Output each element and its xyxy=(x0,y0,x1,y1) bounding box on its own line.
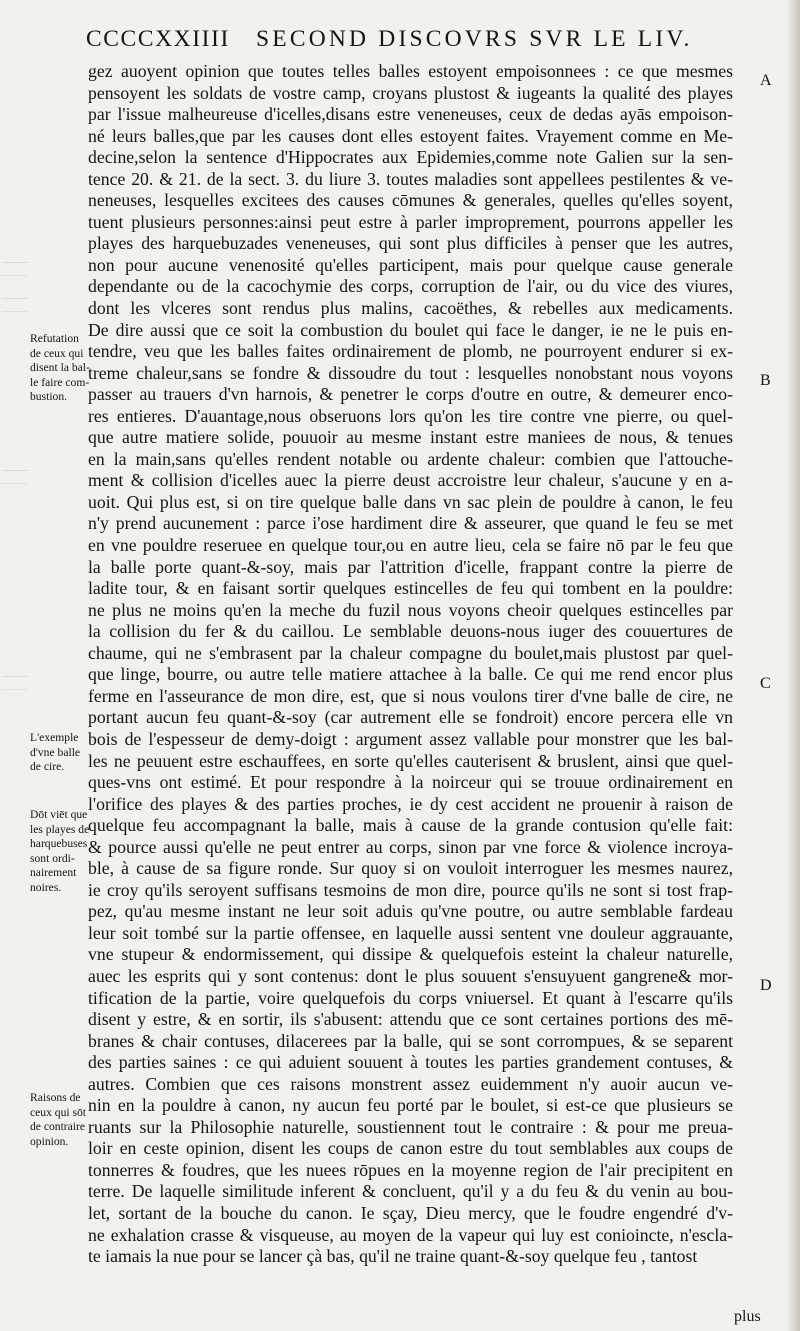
text-line: res entieres. D'auantage,nous obseruons lors qu'on les tire contre vne pierre, ou quel- xyxy=(88,405,733,426)
bleed-through-mark xyxy=(2,298,28,312)
side-note-line: Refutation xyxy=(30,332,79,345)
text-line: let, sortant de la bouche du canon. Ie sçay, Dieu mercy, que le foudre engendré d'v- xyxy=(88,1202,733,1223)
text-line: en vne pouldre reseruee en quelque tour,ou en autre lieu, cela se faire nō par le feu que xyxy=(88,535,733,556)
text-line: auec les esprits qui y sont contenus: dont le plus souuent s'ensuyuent gangrene& mor- xyxy=(88,965,733,986)
text-line: uoit. Qui plus est, si on tire quelque balle dans vn sac plein de pouldre à canon, le feu xyxy=(88,491,733,512)
side-note-line: le faire com- xyxy=(30,375,90,389)
bleed-through-mark xyxy=(2,470,28,484)
side-note-line: les playes de xyxy=(30,822,90,836)
side-note-wax-ball xyxy=(30,731,94,775)
side-note-line: disent la bal- xyxy=(30,361,90,375)
side-note-line: harquebuses xyxy=(30,837,88,851)
text-line: des parties saines : ce qui aduient souuent à toutes les parties grandement contuses, & xyxy=(88,1052,733,1073)
text-line: tonnerres & foudres, que les nuees rōpues en la moyenne region de l'air precipitent en xyxy=(88,1159,733,1180)
text-line: pensoyent les soldats de vostre camp, croyans plustost & iugeants la qualité des playes xyxy=(88,82,733,103)
side-note-line: Raisons de xyxy=(30,1091,81,1104)
text-line: portant aucun feu quant-&-soy (car autrement elle se fondroit) encore percera elle vn xyxy=(88,707,733,728)
bleed-through-mark xyxy=(2,676,28,690)
margin-letter-d: D xyxy=(760,977,772,994)
side-note-line: bustion. xyxy=(30,390,68,404)
text-line: ne exhalation crasse & visqueuse, au moyen de la vapeur qui luy est conioincte, n'escla- xyxy=(88,1224,733,1245)
side-note-line: sont ordi- xyxy=(30,851,75,865)
text-line: dependante ou de la cacochymie des corps, corruption de l'air, ou du vice des viures, xyxy=(88,276,733,297)
text-line: pez, qu'au mesme instant ne leur soit aduis qu'vne poutre, ou autre semblable fardeau xyxy=(88,901,733,922)
text-line: en la main,sans qu'elles rendent notable ou ardente chaleur: combien que l'attouche- xyxy=(88,448,733,469)
text-line: ne plus ne moins qu'en la meche du fuzil nous voyons cheoir quelques estincelles par xyxy=(88,599,733,620)
side-note-black-wounds xyxy=(30,808,94,896)
side-note-line: nairement xyxy=(30,866,77,880)
text-line: tendre, veu que les balles faites ordinairement de plomb, ne pourroyent endurer si ex- xyxy=(88,341,733,362)
side-note-contrary-opinion xyxy=(30,1091,94,1149)
main-text-block xyxy=(88,61,733,1268)
text-line: les ne peuuent estre eschauffees, en sorte qu'elles cauterisent & bruslent, ainsi que quel- xyxy=(88,750,733,771)
text-line: te iamais la nue pour se lancer çà bas, qu'il ne traine quant-&-soy quelque feu , tantost xyxy=(88,1246,698,1267)
text-line: tuent plusieurs personnes:ainsi peut estre à parler improprement, pourrons appeller les xyxy=(88,211,733,232)
text-line: ie croy qu'ils seroyent suffisans tesmoins de mon dire, pource qu'ils ne sont si tost frap- xyxy=(88,879,733,900)
side-note-line: d'vne balle xyxy=(30,745,81,759)
side-note-line: noires. xyxy=(30,880,62,894)
text-line: né leurs balles,que par les causes dont elles estoyent faites. Vrayement comme en Me- xyxy=(88,125,733,146)
catchword: plus xyxy=(734,1308,761,1325)
margin-letter-b: B xyxy=(760,372,771,389)
page-edge-shadow xyxy=(786,0,800,1331)
text-line: leur soit tombé sur la partie offensee, en laquelle aussi sentent vne douleur aggrauante, xyxy=(88,922,733,943)
text-line: disent y estre, & en sortir, ils s'abusent: attendu que ce sont certaines portions des mē- xyxy=(88,1009,733,1030)
text-line: par l'issue malheureuse d'icelles,disans estre veneneuses, ceux de dedas ayās empoison- xyxy=(88,104,733,125)
text-line: tification de la partie, voire quelquefois du corps vniuersel. Et quant à l'escarre qu'ils xyxy=(88,987,733,1008)
text-line: passer au trauers d'vn harnois, & penetrer le corps d'outre en outre, & demeurer enco- xyxy=(88,384,733,405)
text-line: De dire aussi que ce soit la combustion du boulet qui face le danger, ie ne le puis en- xyxy=(88,319,733,340)
text-line: gez auoyent opinion que toutes telles balles estoyent empoisonnees : ce que mesmes xyxy=(88,61,733,81)
text-line: chaume, qui ne s'embrasent par la chaleur compagne du boulet,mais plustost par quel- xyxy=(88,642,733,663)
text-line: n'y prend aucunement : parce i'ose hardiment dire & asseurer, que quand le feu se met xyxy=(88,513,733,534)
side-note-line: L'exemple xyxy=(30,731,79,744)
side-note-line: opinion. xyxy=(30,1134,69,1148)
text-line: branes & chair contuses, dilacerees par la balle, qui se sont corrompues, & se separent xyxy=(88,1030,733,1051)
text-line: terre. De laquelle similitude inferent & concluent, qu'il y a du feu & du venin au bou- xyxy=(88,1181,733,1202)
folio-number: CCCCXXIIII xyxy=(86,26,230,52)
side-note-line: de cire. xyxy=(30,760,65,774)
running-title: SECOND DISCOVRS SVR LE LIV. xyxy=(256,26,693,52)
text-line: autres. Combien que ces raisons monstrent assez euidemment n'y auoir aucun ve- xyxy=(88,1073,733,1094)
side-note-line: de contraire xyxy=(30,1120,86,1134)
side-note-line: de ceux qui xyxy=(30,346,84,360)
side-note-line: Dōt viēt que xyxy=(30,808,88,821)
text-line: playes des harquebuzades veneneuses, qui sont plus difficiles à penser que les autres, xyxy=(88,233,733,254)
text-line: treme chaleur,sans se fondre & dissoudre du tout : lesquelles nonobstant nous voyons xyxy=(88,362,733,383)
side-note-line: ceux qui sōt xyxy=(30,1105,87,1119)
text-line: ruants sur la Philosophie naturelle, soustiennent tout le contraire : & pour me preua- xyxy=(88,1116,733,1137)
text-line: nin en la pouldre à canon, ny aucun feu porté par le boulet, si est-ce que plusieurs se xyxy=(88,1095,733,1116)
margin-letter-a: A xyxy=(760,72,772,89)
text-line: ques-vns ont estimé. Et pour respondre à la noirceur qui se trouue ordinairement en xyxy=(88,772,733,793)
text-line: la balle porte quant-&-soy, mais par l'attrition d'icelle, frappant contre la pierre de xyxy=(88,556,733,577)
text-line: ble, à cause de sa figure ronde. Sur quoy si on vouloit interroguer les mesmes naurez, xyxy=(88,858,733,879)
text-line: dont les vlceres sont rendus plus malins, cacoëthes, & rebelles aux medicaments. xyxy=(88,298,733,319)
bleed-through-mark xyxy=(2,262,28,276)
text-line: l'orifice des playes & des parties proches, ie dy cest accident ne prouenir à raison de xyxy=(88,793,733,814)
text-line: ment & collision d'icelles auec la pierre deust accroistre leur chaleur, s'aucune y en a- xyxy=(88,470,733,491)
text-line: loir en ceste opinion, disent les coups de canon estre du tout semblables aux coups de xyxy=(88,1138,733,1159)
text-line: que linge, bourre, ou autre telle matiere attachee à la balle. Ce qui me rend encor plus xyxy=(88,664,733,685)
text-line: bois de l'espesseur de demy-doigt : argument assez vallable pour monstrer que les bal- xyxy=(88,728,733,749)
text-line: quelque feu accompagnant la balle, mais à cause de la grande contusion qu'elle fait: xyxy=(88,815,733,836)
page-header xyxy=(86,26,726,56)
text-line: ladite tour, & en faisant sortir quelques estincelles de feu qui tombent en la pouldre: xyxy=(88,578,733,599)
text-line: decine,selon la sentence d'Hippocrates aux Epidemies,comme note Galien sur la sen- xyxy=(88,147,733,168)
text-line: la collision du fer & du caillou. Le semblable deuons-nous iuger des couuertures de xyxy=(88,621,733,642)
text-line: neneuses, lesquelles excitees des causes cōmunes & generales, quelles qu'elles soyent, xyxy=(88,190,733,211)
text-line: & pource aussi qu'elle ne peut entrer au corps, sinon par vne force & violence incroya- xyxy=(88,836,733,857)
margin-letter-c: C xyxy=(760,675,771,692)
text-line: non pour aucune venenosité qu'elles participent, mais pour quelque cause generale xyxy=(88,254,733,275)
text-line: ferme en l'asseurance de mon dire, est, que si nous voulons tirer d'vne balle de cire, ne xyxy=(88,685,733,706)
text-line: tence 20. & 21. de la sect. 3. du liure 3. toutes maladies sont appellees pestilentes & ve- xyxy=(88,168,733,189)
text-line: vne stupeur & endormissement, qui dissipe & quelquefois esteint la chaleur naturelle, xyxy=(88,944,733,965)
side-note-refutation xyxy=(30,332,94,405)
text-line: que autre matiere solide, pouuoir au mesme instant estre maniees de nous, & tenues xyxy=(88,427,733,448)
